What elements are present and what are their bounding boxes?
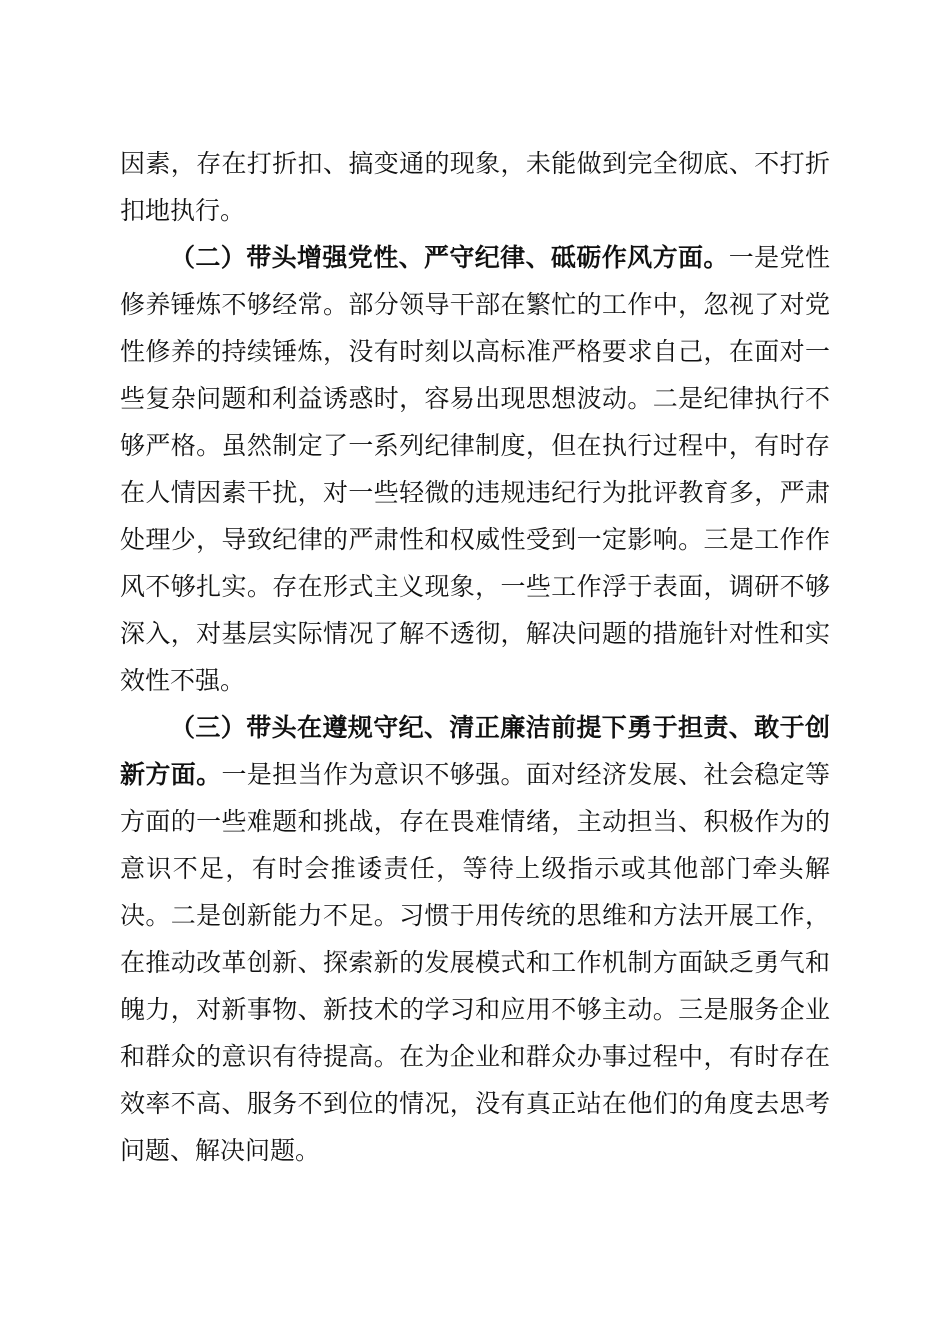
paragraph-text: 一是担当作为意识不够强。面对经济发展、社会稳定等方面的一些难题和挑战，存在畏难情绪，主动担当、积极作为的意识不足，有时会推诿责任，等待上级指示或其他部门牵头解决。二是创新能力不足。习惯于用传统的思维和方法开展工作，在推动改革创新、探索新的发展模式和工作机制方面缺乏勇气和魄力，对新事物、新技术的学习和应用不够主动。三是服务企业和群众的意识有待提高。在为企业和群众办事过程中，有时存在效率不高、服务不到位的情况，没有真正站在他们的角度去思考问题、解决问题。 bbox=[120, 760, 830, 1165]
document-body bbox=[120, 140, 830, 1174]
paragraph-section-2 bbox=[120, 234, 830, 704]
paragraph-text: 因素，存在打折扣、搞变通的现象，未能做到完全彻底、不打折扣地执行。 bbox=[120, 149, 830, 225]
section-heading-3: （三）带头在遵规守纪、清正廉洁前提下勇于担责、敢于创新方面。 bbox=[120, 713, 830, 789]
paragraph-continuation bbox=[120, 140, 830, 234]
paragraph-section-3 bbox=[120, 704, 830, 1174]
section-heading-2: （二）带头增强党性、严守纪律、砥砺作风方面。 bbox=[170, 243, 729, 272]
paragraph-text: 一是党性修养锤炼不够经常。部分领导干部在繁忙的工作中，忽视了对党性修养的持续锤炼，没有时刻以高标准严格要求自己，在面对一些复杂问题和利益诱惑时，容易出现思想波动。二是纪律执行不够严格。虽然制定了一系列纪律制度，但在执行过程中，有时存在人情因素干扰，对一些轻微的违规违纪行为批评教育多，严肃处理少，导致纪律的严肃性和权威性受到一定影响。三是工作作风不够扎实。存在形式主义现象，一些工作浮于表面，调研不够深入，对基层实际情况了解不透彻，解决问题的措施针对性和实效性不强。 bbox=[120, 243, 830, 695]
